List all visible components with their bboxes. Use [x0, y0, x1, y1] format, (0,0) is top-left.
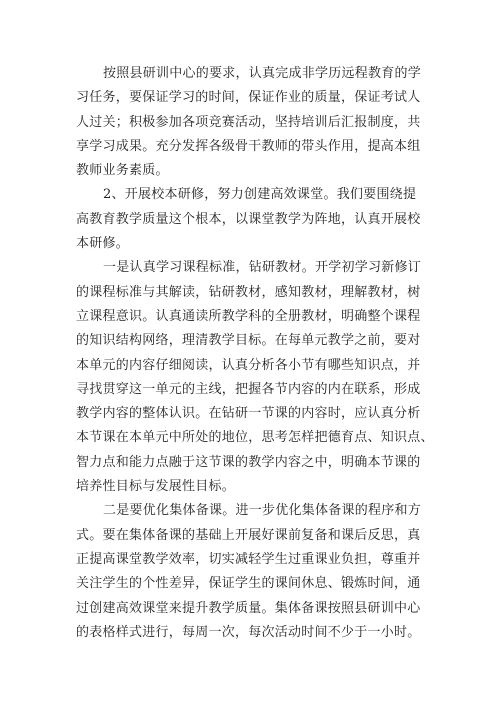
text-line: 2、开展校本研修，努力创建高效课堂。我们要围绕提: [103, 187, 417, 203]
text-line: 教学内容的整体认识。在钻研一节课的内容时，应认真分析: [76, 406, 421, 422]
text-line: 教师业务素质。: [76, 163, 169, 179]
text-line: 本研修。: [76, 236, 130, 252]
text-line: 的课程标准与其解读，钻研教材，感知教材，理解教材，树: [76, 284, 421, 300]
text-line: 培养性目标与发展性目标。: [76, 479, 236, 495]
text-line: 习任务，要保证学习的时间，保证作业的质量，保证考试人: [76, 90, 421, 106]
text-line: 高教育教学质量这个根本，以课堂教学为阵地，认真开展校: [76, 211, 421, 227]
text-line: 寻找贯穿这一单元的主线，把握各节内容的内在联系，形成: [76, 381, 421, 397]
text-line: 过创建高效课堂来提升教学质量。集体备课按照县研训中心: [76, 600, 421, 616]
text-line: 人过关；积极参加各项竞赛活动，坚持培训后汇报制度，共: [76, 114, 421, 130]
text-line: 按照县研训中心的要求，认真完成非学历远程教育的学: [103, 66, 422, 81]
text-line: 式。要在集体备课的基础上开展好课前复备和课后反思，真: [76, 527, 421, 543]
text-line: 一是认真学习课程标准，钻研教材。开学初学习新修订: [103, 260, 422, 276]
text-line: 智力点和能力点融于这节课的教学内容之中，明确本节课的: [76, 454, 421, 470]
text-line: 的知识结构网络，理清教学目标。在每单元教学之前，要对: [76, 333, 421, 349]
text-line: 本节课在本单元中所处的地位，思考怎样把德育点、知识点、: [76, 430, 434, 446]
text-line: 本单元的内容仔细阅读，认真分析各小节有哪些知识点，并: [76, 357, 421, 373]
text-line: 正提高课堂教学效率，切实减轻学生过重课业负担，尊重并: [76, 551, 421, 567]
document-body: [76, 62, 434, 645]
text-line: 的表格样式进行，每周一次，每次活动时间不少于一小时。: [76, 624, 421, 640]
text-line: 享学习成果。充分发挥各级骨干教师的带头作用，提高本组: [76, 138, 421, 154]
text-line: 关注学生的个性差异，保证学生的课间休息、锻炼时间，通: [76, 576, 421, 592]
text-line: 二是要优化集体备课。进一步优化集体备课的程序和方: [103, 503, 422, 519]
text-line: 立课程意识。认真通读所教学科的全册教材，明确整个课程: [76, 308, 421, 324]
